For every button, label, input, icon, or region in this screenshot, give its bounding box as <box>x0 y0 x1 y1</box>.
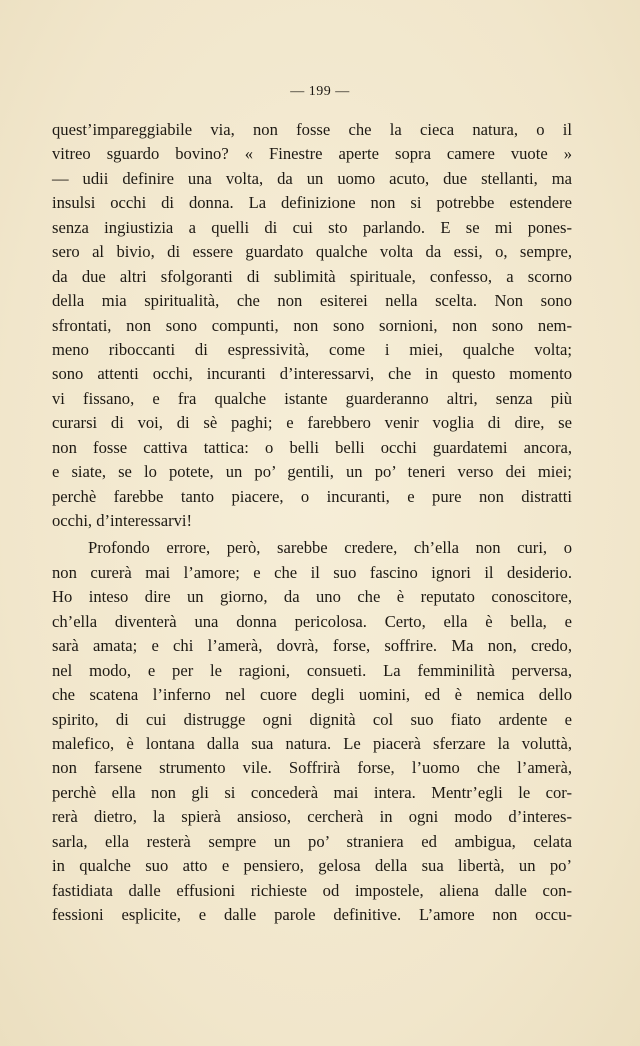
text-line: Profondo errore, però, sarebbe credere, ch’ella non curi, o <box>88 538 572 558</box>
text-line: della mia spiritualità, che non esiterei nella scelta. Non sono <box>52 291 572 311</box>
text-line: fastidiata dalle effusioni richieste od impostele, aliena dalle con- <box>52 880 572 900</box>
text-line: perchè ella non gli si concederà mai intera. Mentr’egli le cor- <box>52 782 572 802</box>
text-line: e siate, se lo potete, un po’ gentili, un po’ teneri verso dei miei; <box>52 462 572 482</box>
text-line: quest’impareggiabile via, non fosse che la cieca natura, o il <box>52 120 572 139</box>
text-line: meno riboccanti di espressività, come i miei, qualche volta; <box>52 339 572 359</box>
text-line: da due altri sfolgoranti di sublimità spirituale, confesso, a scorno <box>52 266 572 286</box>
text-line: curarsi di voi, di sè paghi; e farebbero venir voglia di dire, se <box>52 413 572 433</box>
text-line: spirito, di cui distrugge ogni dignità col suo fiato ardente e <box>52 709 572 729</box>
text-line: non farsene strumento vile. Soffrirà forse, l’uomo che l’amerà, <box>52 758 572 778</box>
text-line: fessioni esplicite, e dalle parole definitive. L’amore non occu- <box>52 905 572 924</box>
text-line: in qualche suo atto e pensiero, gelosa della sua libertà, un po’ <box>52 856 572 876</box>
text-line: rerà dietro, la spierà ansioso, cercherà in ogni modo d’interes- <box>52 807 572 827</box>
text-line: non fosse cattiva tattica: o belli belli occhi guardatemi ancora, <box>52 437 572 457</box>
text-line: sarà amata; e chi l’amerà, dovrà, forse, soffrire. Ma non, credo, <box>52 636 572 656</box>
text-line: che scatena l’inferno nel cuore degli uomini, ed è nemica dello <box>52 685 572 705</box>
text-line: insulsi occhi di donna. La definizione non si potrebbe estendere <box>52 193 572 213</box>
body-text <box>52 118 572 927</box>
text-line: sero al bivio, di essere guardato qualche volta da essi, o, sempre, <box>52 242 572 262</box>
text-line: malefico, è lontana dalla sua natura. Le piacerà sferzare la voluttà, <box>52 733 572 753</box>
text-line: non curerà mai l’amore; e che il suo fascino ignori il desiderio. <box>52 562 572 582</box>
text-line: occhi, d’interessarvi! <box>52 511 193 530</box>
text-line: vi fissano, e fra qualche istante guarderanno altri, senza più <box>52 388 572 408</box>
text-line: senza ingiustizia a quelli di cui sto parlando. E se mi pones- <box>52 217 572 237</box>
text-line: sarla, ella resterà sempre un po’ straniera ed ambigua, celata <box>52 831 572 851</box>
text-line: ch’ella diventerà una donna pericolosa. Certo, ella è bella, e <box>52 611 572 631</box>
text-line: perchè farebbe tanto piacere, o incuranti, e pure non distratti <box>52 486 572 506</box>
text-line: sfrontati, non sono compunti, non sono sornioni, non sono nem- <box>52 315 572 335</box>
text-line: Ho inteso dire un giorno, da uno che è reputato conoscitore, <box>52 587 572 607</box>
text-line: nel modo, e per le ragioni, consueti. La femminilità perversa, <box>52 660 572 680</box>
text-line: — udii definire una volta, da un uomo acuto, due stellanti, ma <box>52 168 572 188</box>
text-line: vitreo sguardo bovino? « Finestre aperte sopra camere vuote » <box>52 144 572 164</box>
paragraph-1 <box>52 118 572 533</box>
page-number: — 199 — <box>290 84 350 99</box>
paragraph-2 <box>52 536 572 927</box>
text-line: sono attenti occhi, incuranti d’interessarvi, che in questo momento <box>52 364 572 384</box>
